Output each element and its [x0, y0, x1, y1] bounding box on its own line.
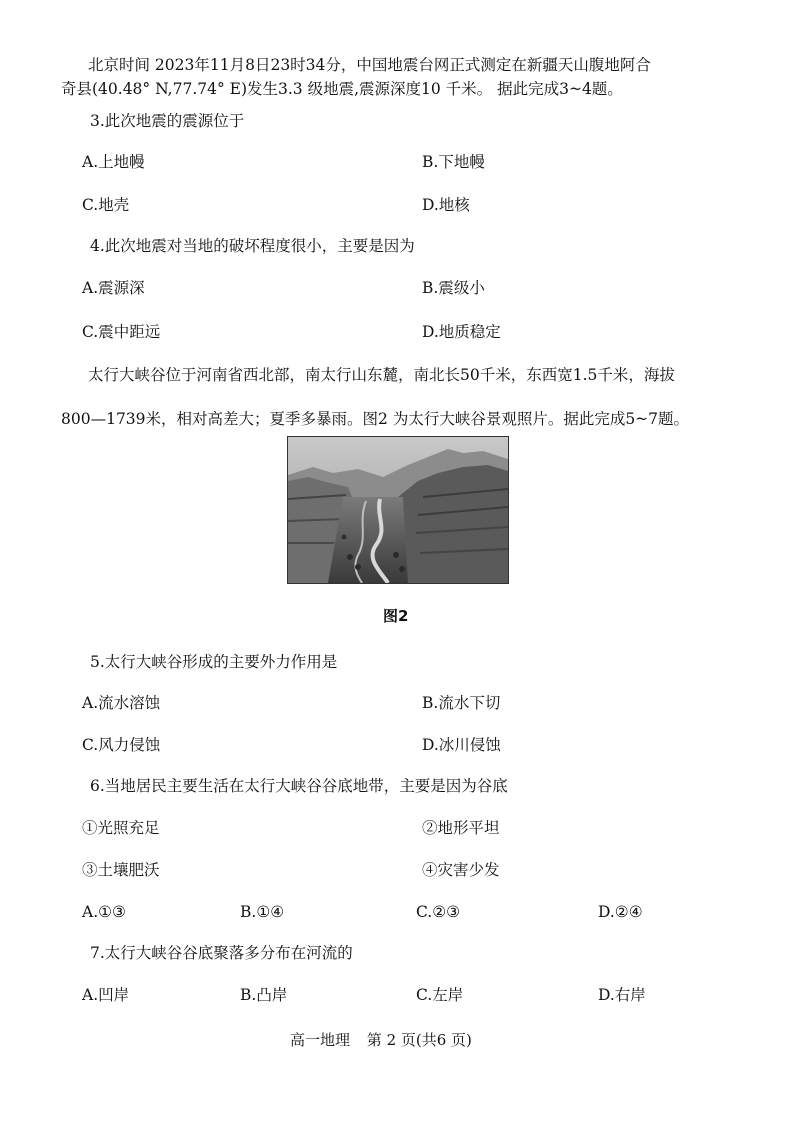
footer-subject: 高一地理	[290, 1031, 351, 1049]
question-5-option-d[interactable]: D.冰川侵蚀	[422, 736, 501, 754]
question-7-option-b[interactable]: B.凸岸	[240, 986, 288, 1004]
footer-page-number: 第 2 页(共6 页)	[366, 1031, 472, 1049]
question-4-stem: 4.此次地震对当地的破坏程度很小，主要是因为	[90, 237, 415, 255]
question-3-option-a[interactable]: A.上地幔	[82, 153, 145, 171]
question-6-statement-1: ①光照充足	[82, 819, 160, 837]
question-6-option-a[interactable]: A.①③	[82, 903, 126, 921]
question-3-stem: 3.此次地震的震源位于	[90, 112, 245, 130]
canyon-photo-illustration	[288, 437, 508, 583]
question-7-option-a[interactable]: A.凹岸	[82, 986, 130, 1004]
question-3-option-c[interactable]: C.地壳	[82, 196, 130, 214]
question-6-option-c[interactable]: C.②③	[416, 903, 461, 921]
intro-paragraph-1-line-2: 奇县(40.48° N,77.74° E)发生3.3 级地震,震源深度10 千米。 据此完成3~4题。	[61, 80, 623, 98]
question-6-option-b[interactable]: B.①④	[240, 903, 285, 921]
question-6-option-d[interactable]: D.②④	[598, 903, 643, 921]
intro-paragraph-1-line-1: 北京时间 2023年11月8日23时34分，中国地震台网正式测定在新疆天山腹地阿合	[88, 56, 651, 74]
question-5-option-c[interactable]: C.风力侵蚀	[82, 736, 161, 754]
question-6-statement-4: ④灾害少发	[422, 861, 500, 879]
page-footer	[290, 1030, 484, 1050]
canyon-photo	[287, 436, 509, 584]
question-7-option-d[interactable]: D.右岸	[598, 986, 646, 1004]
question-4-option-d[interactable]: D.地质稳定	[422, 323, 501, 341]
question-5-stem: 5.太行大峡谷形成的主要外力作用是	[90, 653, 338, 671]
question-3-option-d[interactable]: D.地核	[422, 196, 470, 214]
question-4-option-c[interactable]: C.震中距远	[82, 323, 161, 341]
intro-paragraph-2-line-2: 800—1739米，相对高差大；夏季多暴雨。图2 为太行大峡谷景观照片。据此完成5~7题。	[61, 410, 690, 428]
question-6-statement-3: ③土壤肥沃	[82, 861, 160, 879]
question-7-stem: 7.太行大峡谷谷底聚落多分布在河流的	[90, 944, 353, 962]
question-7-option-c[interactable]: C.左岸	[416, 986, 464, 1004]
question-4-option-a[interactable]: A.震源深	[82, 279, 145, 297]
question-6-statement-2: ②地形平坦	[422, 819, 500, 837]
question-3-option-b[interactable]: B.下地幔	[422, 153, 485, 171]
question-5-option-b[interactable]: B.流水下切	[422, 694, 501, 712]
question-4-option-b[interactable]: B.震级小	[422, 279, 485, 297]
question-5-option-a[interactable]: A.流水溶蚀	[82, 694, 161, 712]
question-6-stem: 6.当地居民主要生活在太行大峡谷谷底地带，主要是因为谷底	[90, 777, 508, 795]
intro-paragraph-2-line-1: 太行大峡谷位于河南省西北部，南太行山东麓，南北长50千米，东西宽1.5千米，海拔	[88, 366, 675, 384]
figure-caption: 图2	[383, 607, 409, 625]
